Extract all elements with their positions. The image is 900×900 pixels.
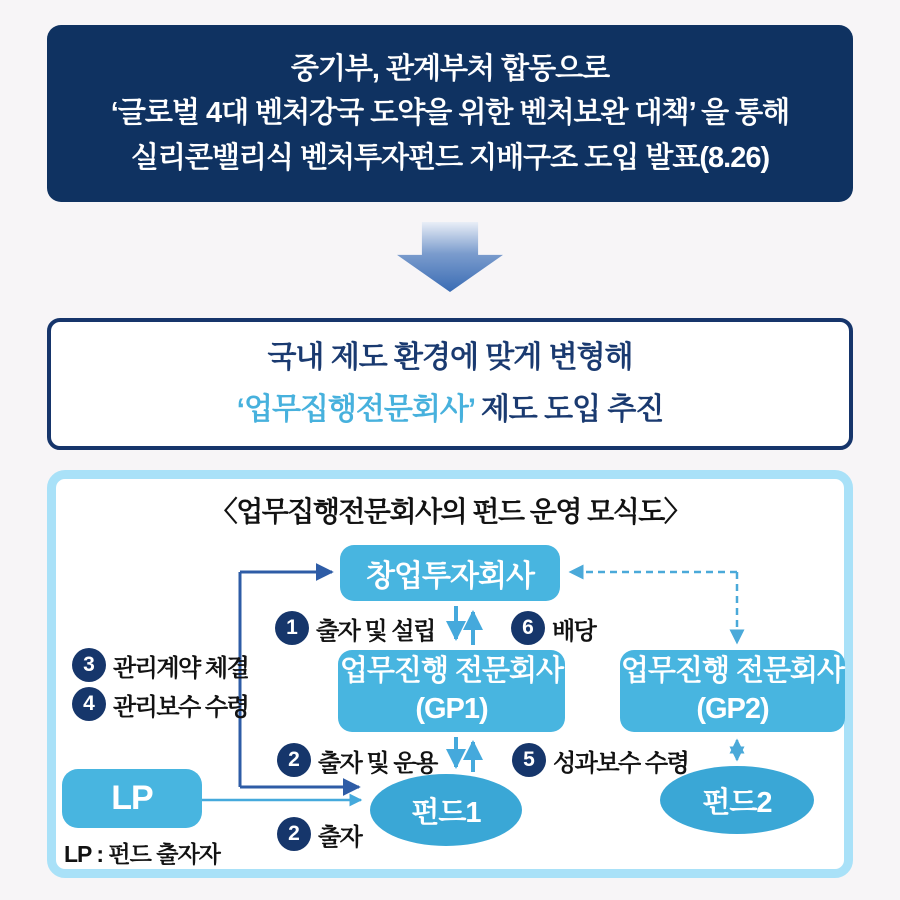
node-gp1 [338,650,565,732]
node-gp2-sublabel: (GP2) [696,693,769,725]
header-line-3: 실리콘밸리식 벤처투자펀드 지배구조 도입 발표(8.26) [130,141,770,174]
step-5-number-badge: 5 [512,743,546,777]
node-gp1-sublabel: (GP1) [415,693,488,725]
step-1-label: 출자 및 설립 [316,617,435,645]
step-4-number-badge: 4 [72,687,106,721]
step-2a-number-badge: 2 [277,743,311,777]
node-venture-capital-label: 창업투자회사 [366,560,534,593]
header-banner [47,25,853,202]
step-1-number-badge: 1 [275,611,309,645]
node-gp2-label: 업무진행 전문회사 [620,655,845,688]
step-2a-label: 출자 및 운용 [318,749,437,777]
node-fund1 [370,774,522,846]
step-6-number-badge: 6 [511,611,545,645]
step-3-label: 관리계약 체결 [113,654,249,682]
fund-structure-diagram [47,470,853,878]
step-3-number-badge: 3 [72,648,106,682]
step-2b-number-badge: 2 [277,817,311,851]
step-6-label: 배당 [552,617,596,645]
node-fund1-label: 펀드1 [411,796,481,829]
transform-box [47,318,853,450]
step-5-performance-fee [512,743,688,777]
lp-caption: LP : 펀드 출자자 [64,841,220,867]
header-line-2: ‘글로벌 4대 벤처강국 도약을 위한 벤처보완 대책’ 을 통해 [110,97,790,130]
connector-gp1-fund1-arrows [456,737,473,772]
step-6-dividend [511,611,595,645]
step-1-invest-establish [275,611,435,645]
transform-line-2 [237,384,664,436]
step-4-management-fee [72,687,248,721]
connector-vc-gp1-arrows [456,606,473,645]
transform-accent-text: ‘업무집행전문회사’ [236,393,475,426]
step-5-label: 성과보수 수령 [553,749,689,777]
step-3-management-contract [72,648,248,682]
step-2-invest-operate [277,743,437,777]
step-4-label: 관리보수 수령 [113,693,249,721]
node-gp1-label: 업무진행 전문회사 [339,655,564,688]
diagram-title: 〈업무집행전문회사의 펀드 운영 모식도〉 [209,496,691,527]
step-2b-label: 출자 [318,823,362,851]
transform-rest-text: 제도 도입 추진 [474,393,664,426]
down-arrow-icon [397,222,503,292]
node-gp2 [620,650,845,732]
node-lp-label: LP [111,779,153,817]
node-venture-capital [340,545,560,601]
step-2-invest [277,817,361,851]
node-fund2-label: 펀드2 [702,786,772,819]
transform-line-1: 국내 제도 환경에 맞게 변형해 [267,341,633,375]
node-lp [62,769,202,828]
header-line-1: 중기부, 관계부처 합동으로 [290,53,610,86]
